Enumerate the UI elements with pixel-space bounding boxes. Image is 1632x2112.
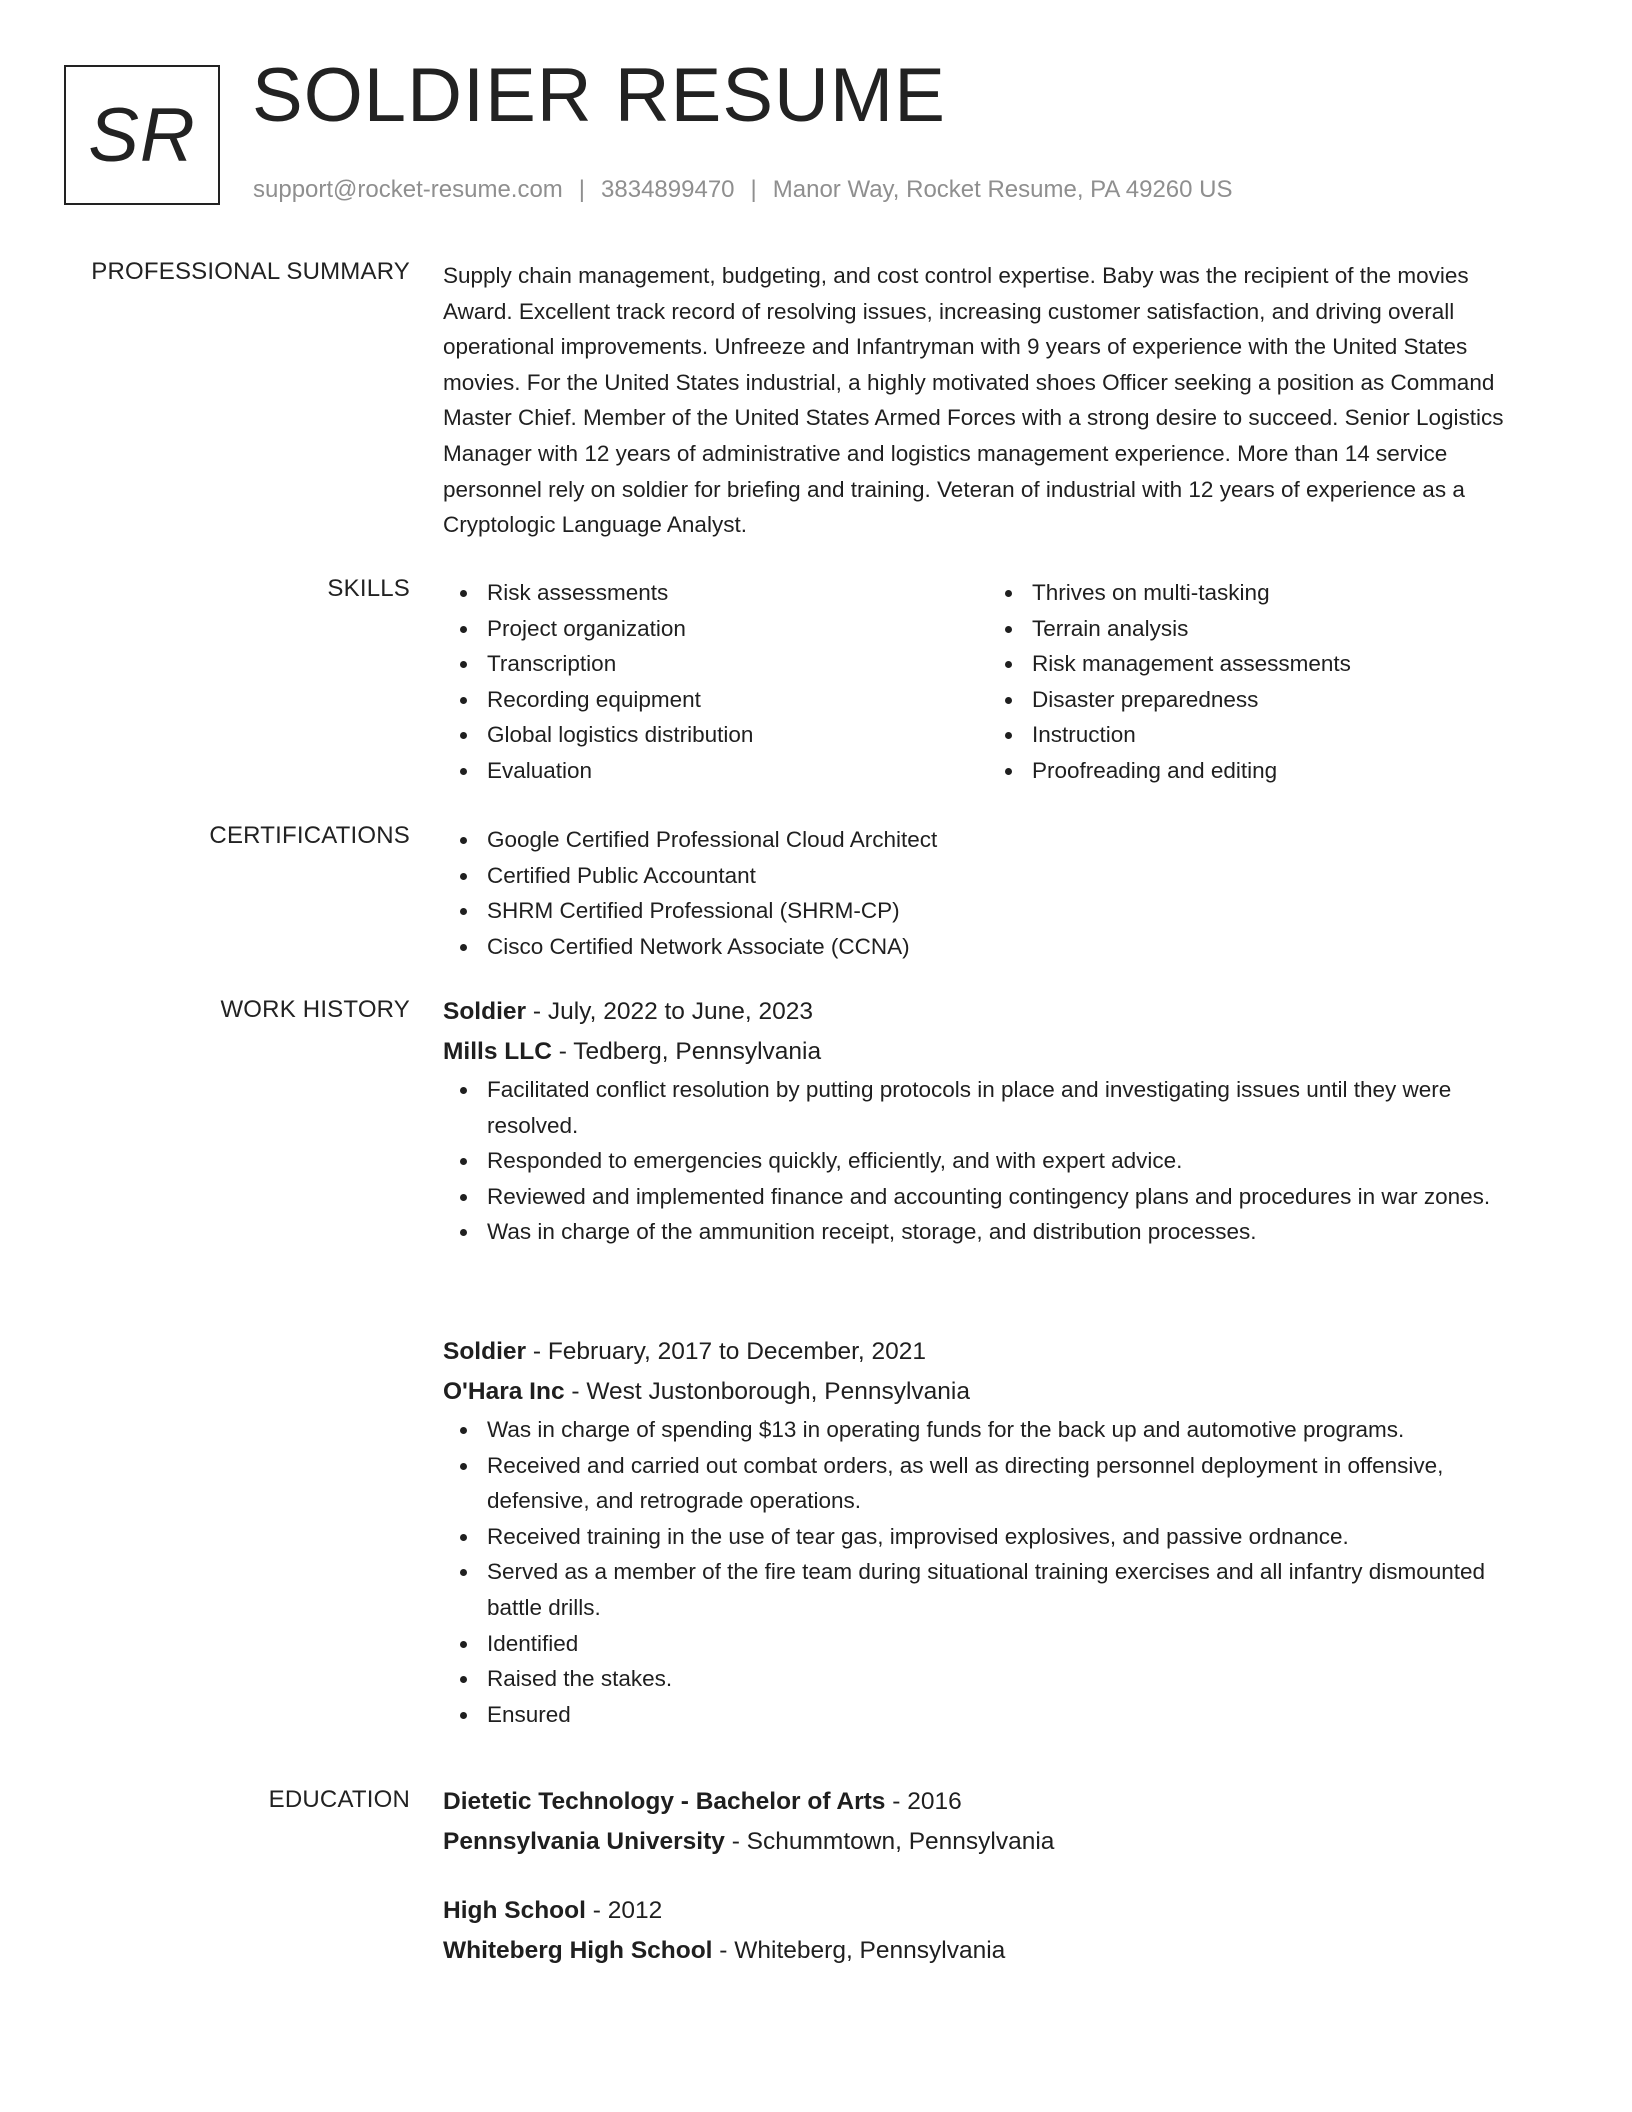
job-dates: July, 2022 to June, 2023 (547, 998, 813, 1025)
job-company: O'Hara Inc (443, 1378, 565, 1405)
list-item: Certified Public Accountant (443, 858, 1543, 894)
work-history-title: WORK HISTORY (220, 996, 410, 1023)
contact-separator: | (578, 176, 586, 203)
education-year: 2012 (607, 1897, 663, 1924)
list-item: SHRM Certified Professional (SHRM-CP) (443, 893, 1543, 929)
list-item: Thrives on multi-tasking (988, 575, 1533, 611)
certifications-list (443, 822, 1543, 964)
education-degree: High School (443, 1897, 586, 1924)
skills-list-left (443, 575, 988, 789)
list-item: Global logistics distribution (443, 717, 988, 753)
education-school-line: Pennsylvania University - Schummtown, Pennsylvania (443, 1828, 1055, 1855)
list-item: Facilitated conflict resolution by putting protocols in place and investigating issues until they were resolved. (443, 1072, 1543, 1143)
monogram-text: SR (88, 92, 196, 178)
list-item: Raised the stakes. (443, 1661, 1543, 1697)
job-company: Mills LLC (443, 1038, 552, 1065)
page-title: SOLDIER RESUME (252, 53, 946, 138)
list-item: Responded to emergencies quickly, efficiently, and with expert advice. (443, 1143, 1543, 1179)
summary-title: PROFESSIONAL SUMMARY (91, 258, 410, 285)
job-role: Soldier (443, 1338, 527, 1365)
list-item: Risk assessments (443, 575, 988, 611)
contact-phone[interactable]: 3834899470 (601, 176, 735, 203)
job-role: Soldier (443, 998, 527, 1025)
education-degree-line: High School - 2012 (443, 1897, 663, 1924)
education-location: Schummtown, Pennsylvania (746, 1828, 1055, 1855)
list-item: Disaster preparedness (988, 682, 1533, 718)
list-item: Risk management assessments (988, 646, 1533, 682)
skills-title: SKILLS (327, 575, 410, 602)
contact-address: Manor Way, Rocket Resume, PA 49260 US (772, 176, 1233, 203)
list-item: Terrain analysis (988, 611, 1533, 647)
education-school: Pennsylvania University (443, 1828, 725, 1855)
list-item: Transcription (443, 646, 988, 682)
job-bullets (443, 1412, 1543, 1732)
list-item: Evaluation (443, 753, 988, 789)
job-company-line: Mills LLC - Tedberg, Pennsylvania (443, 1038, 822, 1065)
list-item: Proofreading and editing (988, 753, 1533, 789)
education-school-line: Whiteberg High School - Whiteberg, Pennsylvania (443, 1937, 1006, 1964)
education-location: Whiteberg, Pennsylvania (734, 1937, 1006, 1964)
education-entry (443, 1891, 1543, 1971)
list-item: Served as a member of the fire team during situational training exercises and all infantry dismounted battle drills. (443, 1554, 1543, 1625)
list-item: Recording equipment (443, 682, 988, 718)
list-item: Instruction (988, 717, 1533, 753)
list-item: Project organization (443, 611, 988, 647)
list-item: Received training in the use of tear gas, improvised explosives, and passive ordnance. (443, 1519, 1543, 1555)
job-location: Tedberg, Pennsylvania (573, 1038, 822, 1065)
education-entries (443, 1782, 1543, 2000)
list-item: Identified (443, 1626, 1543, 1662)
list-item: Google Certified Professional Cloud Architect (443, 822, 1543, 858)
contact-line (253, 176, 1233, 204)
contact-separator: | (750, 176, 757, 203)
list-item: Cisco Certified Network Associate (CCNA) (443, 929, 1543, 965)
job-company-line: O'Hara Inc - West Justonborough, Pennsylvania (443, 1378, 970, 1405)
skills-columns (443, 575, 1543, 789)
education-school: Whiteberg High School (443, 1937, 713, 1964)
skills-list-right (988, 575, 1533, 789)
list-item: Was in charge of the ammunition receipt, storage, and distribution processes. (443, 1214, 1543, 1250)
list-item: Ensured (443, 1697, 1543, 1733)
job-dates: February, 2017 to December, 2021 (547, 1338, 926, 1365)
certifications-title: CERTIFICATIONS (209, 822, 410, 849)
education-year: 2016 (907, 1788, 962, 1815)
list-item: Reviewed and implemented finance and accounting contingency plans and procedures in war zones. (443, 1179, 1543, 1215)
monogram-logo (64, 65, 220, 205)
summary-text: Supply chain management, budgeting, and cost control expertise. Baby was the recipient of the movies Award. Excellent track record of resolving issues, increasing customer satisfaction, and driving overall operational improvements. Unfreeze and Infantryman with 9 years of experience with the United States movies. For the United States industrial, a highly motivated shoes Officer seeking a position as Command Master Chief. Member of the United States Armed Forces with a strong desire to succeed. Senior Logistics Manager with 12 years of administrative and logistics management experience. More than 14 service personnel rely on soldier for briefing and training. Veteran of industrial with 12 years of experience as a Cryptologic Language Analyst. (443, 263, 1504, 538)
job-location: West Justonborough, Pennsylvania (586, 1378, 970, 1405)
contact-email[interactable]: support@rocket-resume.com (253, 176, 563, 203)
education-degree: Dietetic Technology - Bachelor of Arts (443, 1788, 886, 1815)
education-entry (443, 1782, 1543, 1862)
list-item: Was in charge of spending $13 in operating funds for the back up and automotive programs. (443, 1412, 1543, 1448)
job-role-line: Soldier - February, 2017 to December, 2021 (443, 1338, 926, 1365)
job-entry (443, 992, 1543, 1250)
job-entry (443, 1332, 1543, 1732)
job-bullets (443, 1072, 1543, 1250)
education-title: EDUCATION (268, 1786, 410, 1813)
education-degree-line: Dietetic Technology - Bachelor of Arts - 2016 (443, 1788, 962, 1815)
list-item: Received and carried out combat orders, as well as directing personnel deployment in offensive, defensive, and retrograde operations. (443, 1448, 1543, 1519)
job-role-line: Soldier - July, 2022 to June, 2023 (443, 998, 813, 1025)
